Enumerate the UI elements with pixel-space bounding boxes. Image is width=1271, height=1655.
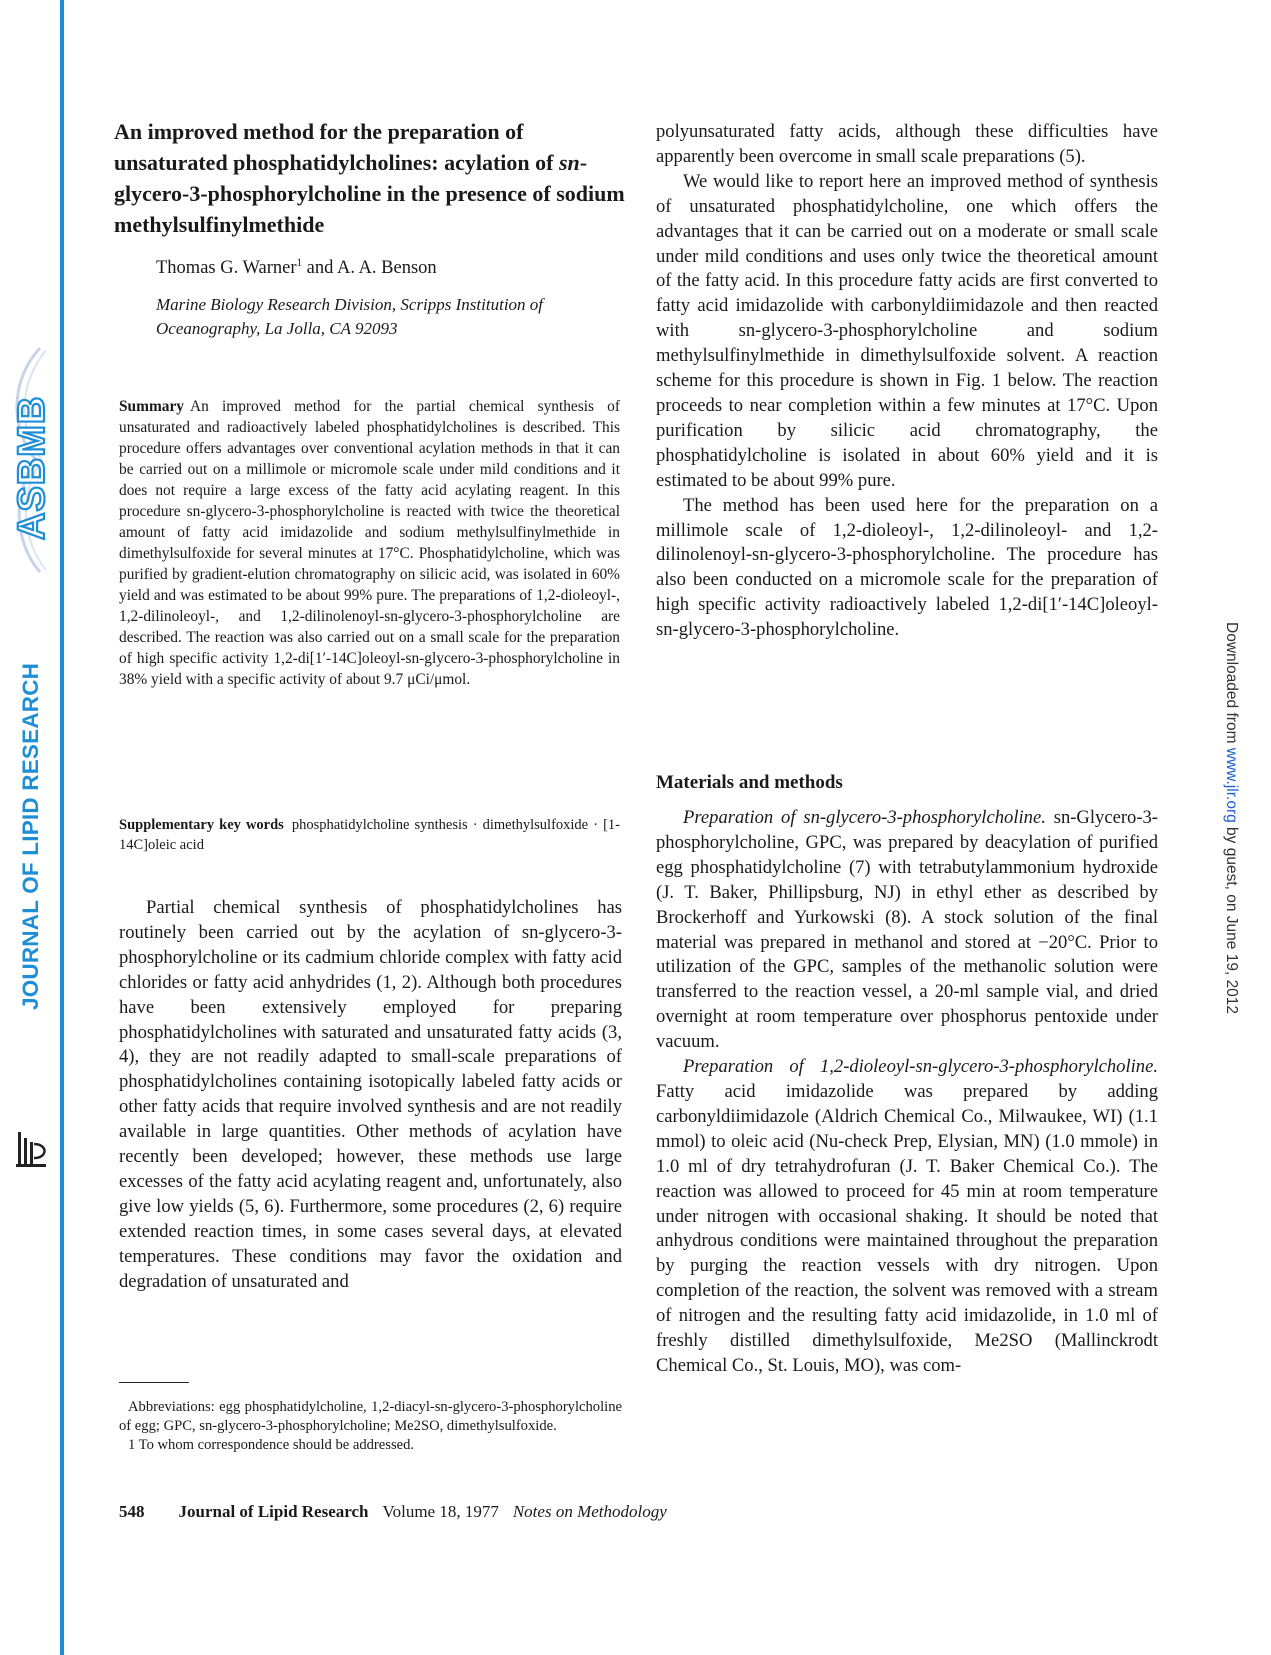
right-column-intro xyxy=(656,120,1158,643)
asbmb-logo xyxy=(6,340,54,580)
jlr-logo xyxy=(14,1128,56,1170)
materials-methods-body xyxy=(656,806,1158,1379)
footnote-correspondence: 1 To whom correspondence should be addressed. xyxy=(128,1437,415,1453)
right-paragraph-2: We would like to report here an improved method of synthesis of unsaturated phosphatidylcholine, one which offers the advantages that it can be carried out on a moderate or small scale under mild conditions and uses only twice the theoretical amount of the fatty acid. In this procedure fatty acids are first converted to fatty acid imidazolide with carbonyldiimidazole and then reacted with sn-glycero-3-phosphorylcholine and sodium methylsulfinylmethide in dimethylsulfoxide solvent. A reaction scheme for this procedure is shown in Fig. 1 below. The reaction proceeds to near completion within a few minutes at 17°C. Upon purification by silicic acid chromatography, the phosphatidylcholine is isolated in about 60% yield and it is estimated to be about 99% pure. xyxy=(656,170,1158,491)
page-number: 548 xyxy=(119,1502,145,1521)
footer-journal: Journal of Lipid Research xyxy=(178,1502,369,1521)
mm-paragraph-gpc: Preparation of sn-glycero-3-phosphorylcholine. sn-Glycero-3-phosphorylcholine, GPC, was prepared by deacylation of purified egg phosphatidylcholine (7) with tetrabutylammonium hydroxide (J. T. Baker, Phillipsburg, NJ) in ethyl ether as described by Brockerhoff and Yurkowski (8). A stock solution of the final material was prepared in methanol and stored at −20°C. Prior to utilization of the GPC, samples of the methanolic solution were transferred to the reaction vessel, a 20-ml sample vial, and dried overnight at room temperature over phosphorus pentoxide under vacuum. xyxy=(656,807,1158,1053)
download-note: Downloaded from www.jlr.org by guest, on June 19, 2012 xyxy=(1223,622,1240,1015)
footnotes xyxy=(119,1398,622,1455)
right-paragraph-1: polyunsaturated fatty acids, although these difficulties have apparently been overcome in small scale preparations (5). xyxy=(656,121,1158,167)
right-paragraph-3: The method has been used here for the preparation on a millimole scale of 1,2-dioleoyl-, 1,2-dilinoleoyl- and 1,2-dilinolenoyl-sn-glycero-3-phosphorylcholine. The procedure has also been conducted on a micromole scale for the preparation of high specific activity radioactively labeled 1,2-di[1′-14C]oleoyl-sn-glycero-3-phosphorylcholine. xyxy=(656,494,1158,641)
download-url-link[interactable]: www.jlr.org xyxy=(1223,747,1240,823)
footnote-abbreviations: Abbreviations: egg phosphatidylcholine, 1,2-diacyl-sn-glycero-3-phosphorylcholine of egg; GPC, sn-glycero-3-phosphorylcholine; Me2SO, dimethylsulfoxide. xyxy=(119,1399,622,1434)
sidebar-accent-bar xyxy=(60,0,64,1655)
footer-volume: Volume 18, 1977 xyxy=(382,1502,499,1521)
keywords-label: Supplementary key words xyxy=(119,817,284,833)
footnote-divider xyxy=(119,1382,189,1383)
footer-section: Notes on Methodology xyxy=(512,1502,667,1521)
page-footer xyxy=(119,1502,667,1522)
authors: Thomas G. Warner$^1$ and A. A. Benson xyxy=(156,256,437,278)
affiliation: Marine Biology Research Division, Scripps Institution of Oceanography, La Jolla, CA 92093 xyxy=(156,295,544,338)
mm-paragraph-dioleoyl: Preparation of 1,2-dioleoyl-sn-glycero-3-phosphorylcholine. Fatty acid imidazolide was prepared by adding carbonyldiimidazole (Aldrich Chemical Co., Milwaukee, WI) (1.1 mmol) to oleic acid (Nu-check Prep, Elysian, MN) (1.0 mmole) in 1.0 ml of dry tetrahydrofuran (J. T. Baker Chemical Co.). The reaction was allowed to proceed for 45 min at room temperature under nitrogen with occasional shaking. It should be noted that anhydrous conditions were maintained throughout the preparation by purging the reaction vessels with dry nitrogen. Upon completion of the reaction, the solvent was removed with a stream of nitrogen and the resulting fatty acid imidazolide, in 1.0 ml of freshly distilled dimethylsulfoxide, Me2SO (Mallinckrodt Chemical Co., St. Louis, MO), was com- xyxy=(656,1056,1158,1376)
keywords xyxy=(119,815,620,855)
section-heading-materials-methods: Materials and methods xyxy=(656,772,843,793)
asbmb-logo-text: ASBMB xyxy=(11,395,53,540)
intro-section xyxy=(119,896,622,1295)
article-title: An improved method for the preparation of unsaturated phosphatidylcholines: acylation of sn-glycero-3-phosphorylcholine in the presence of sodium methylsulfinylmethide xyxy=(114,119,625,237)
keywords-text: phosphatidylcholine synthesis · dimethylsulfoxide · [1-14C]oleic acid xyxy=(119,817,620,853)
summary-label: Summary xyxy=(119,398,184,415)
intro-paragraph: Partial chemical synthesis of phosphatidylcholines has routinely been carried out by the acylation of sn-glycero-3-phosphorylcholine or its cadmium chloride complex with fatty acid chlorides or fatty acid anhydrides (1, 2). Although both procedures have been extensively employed for preparing phosphatidylcholines with saturated and unsaturated fatty acids (3, 4), they are not readily adapted to small-scale preparations of phosphatidylcholines containing isotopically labeled fatty acids or other fatty acids that require involved synthesis and are not readily available in large quantities. Other methods of acylation have recently been developed; however, these methods use large excesses of the fatty acid acylating reagent and, unfortunately, also give low yields (5, 6). Furthermore, some procedures (2, 6) require extended reaction times, in some cases several days, at elevated temperatures. These conditions may favor the oxidation and degradation of unsaturated and xyxy=(119,897,622,1292)
journal-name-vertical: JOURNAL OF LIPID RESEARCH xyxy=(18,662,43,1010)
summary-text: An improved method for the partial chemical synthesis of unsaturated and radioactively labeled phosphatidylcholines is described. This procedure offers advantages over conventional acylation methods in that it can be carried out on a millimole or micromole scale under mild conditions and it does not require a large excess of the fatty acid acylating reagent. In this procedure sn-glycero-3-phosphorylcholine is reacted with twice the theoretical amount of fatty acid imidazolide and sodium methylsulfinylmethide in dimethylsulfoxide for several minutes at 17°C. Phosphatidylcholine, which was purified by gradient-elution chromatography on silicic acid, was isolated in 60% yield and was estimated to be about 99% pure. The preparations of 1,2-dioleoyl-, 1,2-dilinoleoyl-, and 1,2-dilinolenoyl-sn-glycero-3-phosphorylcholine are described. The reaction was also carried out on a small scale for the preparation of high specific activity 1,2-di[1′-14C]oleoyl-sn-glycero-3-phosphorylcholine in 38% yield with a specific activity of about 9.7 μCi/μmol. xyxy=(119,398,620,688)
summary-abstract xyxy=(119,396,620,690)
